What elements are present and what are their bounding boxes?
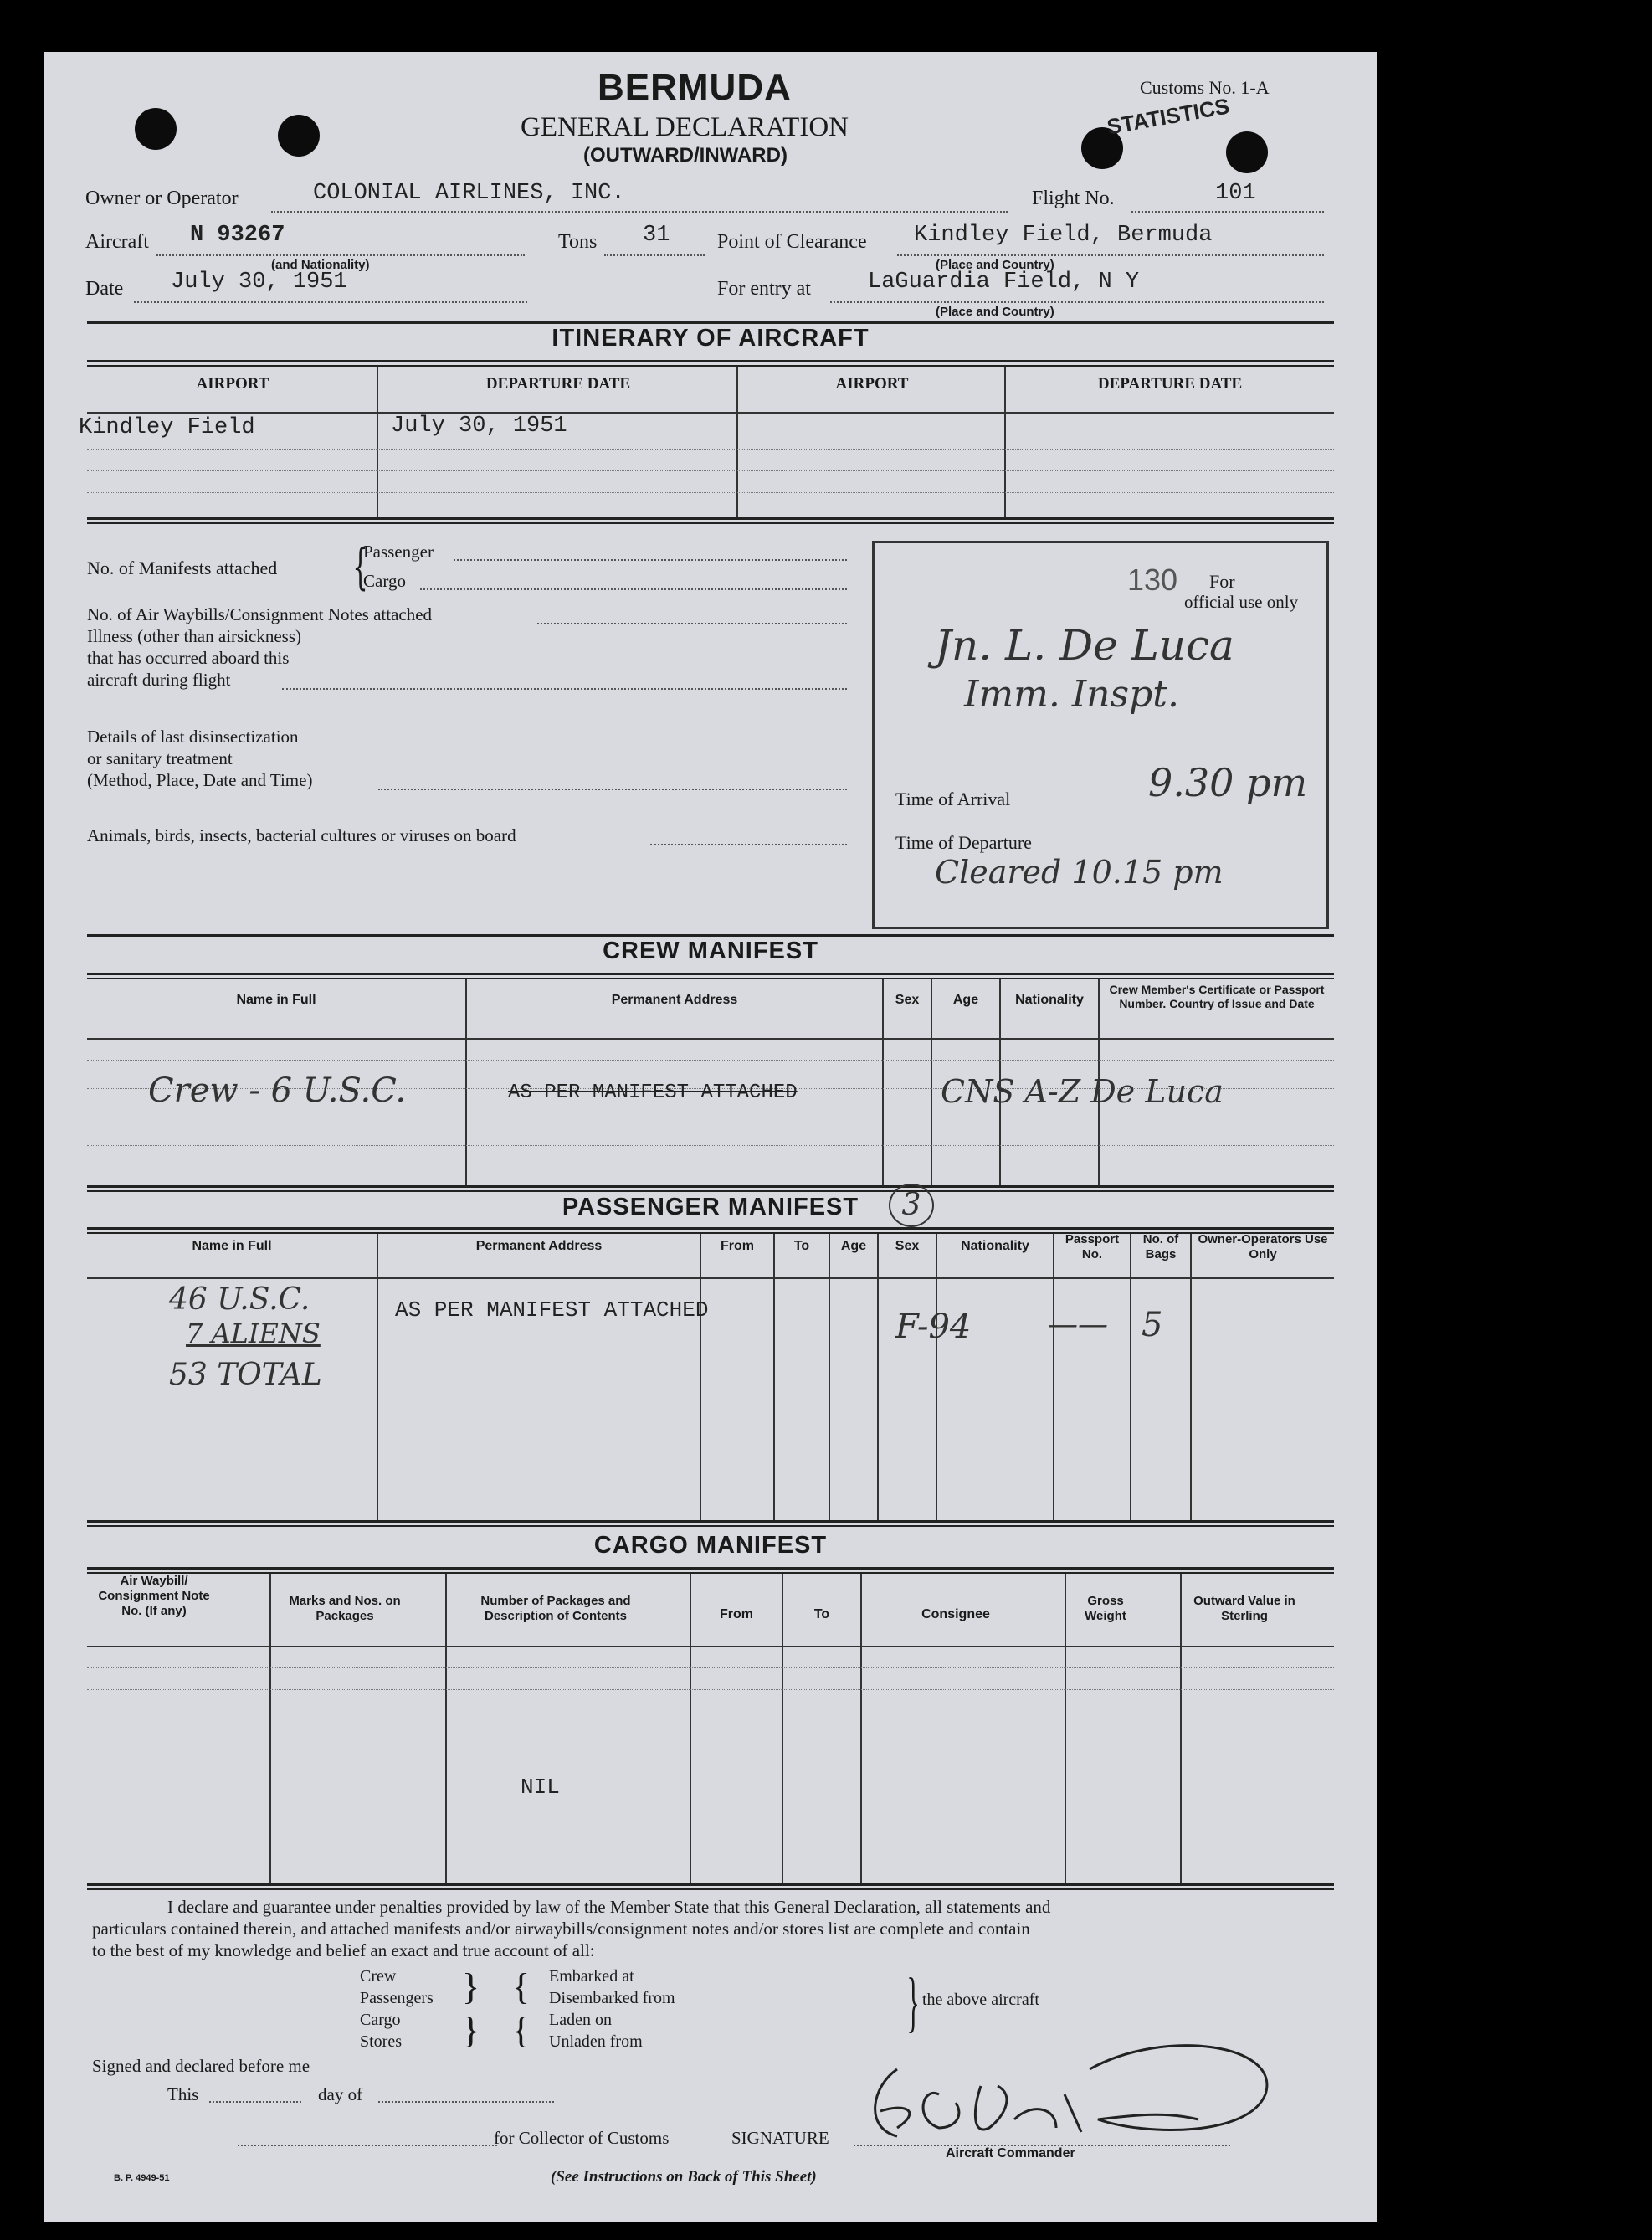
decl-above-aircraft: the above aircraft — [922, 1991, 1039, 2009]
itinerary-title-rule-2 — [87, 365, 1334, 367]
crew-header-nationality: Nationality — [1015, 993, 1084, 1007]
entry-value: LaGuardia Field, N Y — [868, 270, 1140, 295]
cargo-col-7 — [1180, 1574, 1182, 1883]
passenger-count-circle: 3 — [889, 1184, 934, 1227]
tons-label: Tons — [558, 231, 598, 253]
tons-line — [604, 254, 705, 256]
disinsect-label-3: (Method, Place, Date and Time) — [87, 770, 313, 790]
pass-header-address: Permanent Address — [475, 1239, 603, 1253]
itin-header-departure-1: DEPARTURE DATE — [485, 375, 631, 393]
decl-laden: Laden on — [549, 2011, 612, 2029]
crew-hand-extra: CNS A-Z De Luca — [941, 1073, 1224, 1110]
decl-embarked: Embarked at — [549, 1967, 634, 1986]
cargo-rule-1 — [87, 1646, 1334, 1647]
owner-line — [271, 211, 1008, 213]
itin-header-airport-1: AIRPORT — [196, 375, 269, 393]
crew-title-rule-2 — [87, 978, 1334, 979]
crew-bottom-rule — [87, 1185, 1334, 1188]
form-title: BERMUDA — [598, 67, 792, 108]
entry-label: For entry at — [717, 278, 811, 300]
cargo-col-4 — [782, 1574, 783, 1883]
cargo-col-6 — [1065, 1574, 1066, 1883]
crew-bottom-rule-2 — [87, 1190, 1334, 1192]
itin-col-divider-3 — [1004, 367, 1006, 517]
cargo-header-from: From — [720, 1607, 753, 1621]
crew-hand-name: Crew - 6 U.S.C. — [148, 1071, 407, 1110]
itin-row-airport: Kindley Field — [79, 415, 255, 440]
cargo-title: CARGO MANIFEST — [593, 1532, 828, 1559]
itin-header-departure-2: DEPARTURE DATE — [1097, 375, 1243, 393]
cargo-contents: NIL — [521, 1775, 560, 1800]
cargo-header-waybill: Air Waybill/ Consignment Note No. (If any) — [98, 1574, 210, 1618]
manifests-cargo-line — [420, 588, 847, 590]
departure-value: Cleared 10.15 pm — [935, 854, 1224, 891]
decl-disembarked: Disembarked from — [549, 1989, 675, 2007]
cargo-header-weight: Gross Weight — [1085, 1594, 1126, 1623]
official-use-only: official use only — [1184, 592, 1299, 612]
flight-line — [1131, 211, 1324, 213]
decl-brace-1: } — [462, 1966, 480, 2007]
decl-commander: Aircraft Commander — [946, 2146, 1075, 2160]
itinerary-title: ITINERARY OF AIRCRAFT — [552, 325, 870, 352]
owner-value: COLONIAL AIRLINES, INC. — [313, 181, 625, 206]
pass-header-bags: No. of Bags — [1142, 1232, 1179, 1261]
departure-label: Time of Departure — [895, 832, 1032, 853]
commander-signature — [847, 2036, 1299, 2161]
crew-rule-2 — [87, 1060, 1334, 1061]
date-line — [134, 301, 527, 303]
itinerary-bottom-rule — [87, 517, 1334, 520]
flight-label: Flight No. — [1032, 188, 1115, 209]
declaration-text-3: to the best of my knowledge and belief an exact and true account of all: — [92, 1940, 595, 1960]
decl-this: This — [167, 2084, 199, 2104]
pass-bags-hand: 5 — [1142, 1306, 1163, 1344]
pass-sex-hand: F-94 — [895, 1308, 972, 1346]
crew-col-2 — [882, 979, 884, 1185]
decl-signed: Signed and declared before me — [92, 2056, 310, 2076]
manifests-brace: { — [352, 538, 368, 595]
form-subtitle-2: (OUTWARD/INWARD) — [583, 144, 788, 167]
cargo-rule-2 — [87, 1667, 1334, 1668]
manifests-label: No. of Manifests attached — [87, 557, 278, 578]
crew-header-age: Age — [952, 993, 979, 1007]
cargo-bottom-rule — [87, 1883, 1334, 1886]
itin-rule-1 — [87, 412, 1334, 414]
pass-header-nationality: Nationality — [961, 1239, 1029, 1253]
decl-unladen: Unladen from — [549, 2032, 643, 2051]
decl-big-brace: } — [906, 1965, 920, 2039]
cargo-col-5 — [860, 1574, 862, 1883]
illness-label-2: that has occurred aboard this — [87, 648, 290, 668]
cargo-title-rule-2 — [87, 1572, 1334, 1574]
aircraft-note: (and Nationality) — [271, 258, 370, 272]
crew-top-rule — [87, 934, 1334, 937]
punch-hole-left-2 — [278, 115, 320, 157]
decl-brace-4: { — [512, 2010, 531, 2051]
crew-header-sex: Sex — [895, 993, 920, 1007]
decl-cargo: Cargo — [360, 2011, 401, 2029]
itinerary-bottom-rule-2 — [87, 522, 1334, 524]
pass-header-sex: Sex — [895, 1239, 920, 1253]
decl-stores: Stores — [360, 2032, 402, 2051]
pass-header-name: Name in Full — [192, 1239, 272, 1253]
animals-line — [650, 844, 847, 845]
form-subtitle: GENERAL DECLARATION — [521, 112, 849, 142]
passenger-title: PASSENGER MANIFEST — [562, 1194, 859, 1220]
cargo-title-rule — [87, 1567, 1334, 1570]
waybills-line — [537, 623, 847, 624]
official-for: For — [1209, 571, 1235, 592]
owner-label: Owner or Operator — [85, 188, 239, 209]
cargo-header-marks: Marks and Nos. on Packages — [289, 1594, 401, 1623]
arrival-value: 9.30 pm — [1148, 760, 1308, 805]
itin-rule-3 — [87, 470, 1334, 471]
decl-instructions: (See Instructions on Back of This Sheet) — [551, 2168, 817, 2186]
statistics-stamp: STATISTICS — [1105, 93, 1232, 140]
crew-col-3 — [931, 979, 932, 1185]
cargo-col-2 — [445, 1574, 447, 1883]
decl-day-of: day of — [318, 2084, 363, 2104]
arrival-label: Time of Arrival — [895, 789, 1011, 809]
decl-signature-label: SIGNATURE — [731, 2128, 829, 2148]
decl-brace-2: } — [462, 2010, 480, 2051]
pass-header-to: To — [793, 1239, 810, 1253]
cargo-rule-3 — [87, 1689, 1334, 1690]
pass-header-owner: Owner-Operators Use Only — [1198, 1232, 1328, 1261]
declaration-text-1: I declare and guarantee under penalties provided by law of the Member State that this General Declaration, all statements and — [167, 1897, 1051, 1917]
decl-collector-line — [238, 2145, 497, 2146]
illness-label-3: aircraft during flight — [87, 670, 231, 690]
crew-rule-5 — [87, 1145, 1334, 1146]
declaration-form — [44, 52, 1377, 2222]
illness-label-1: Illness (other than airsickness) — [87, 626, 302, 646]
itin-col-divider-2 — [736, 367, 738, 517]
clearance-label: Point of Clearance — [717, 231, 867, 253]
itin-rule-4 — [87, 492, 1334, 493]
decl-collector: for Collector of Customs — [494, 2128, 670, 2148]
waybills-label: No. of Air Waybills/Consignment Notes attached — [87, 604, 433, 624]
crew-address: AS PER MANIFEST ATTACHED — [508, 1081, 798, 1104]
disinsect-label-1: Details of last disinsectization — [87, 727, 299, 747]
punch-hole-left-1 — [135, 108, 177, 150]
cargo-header-consignee: Consignee — [921, 1607, 990, 1621]
passenger-bottom-rule-2 — [87, 1525, 1334, 1527]
crew-col-1 — [465, 979, 467, 1185]
pass-address: AS PER MANIFEST ATTACHED — [395, 1297, 709, 1323]
itin-col-divider-1 — [377, 367, 378, 517]
cargo-header-to: To — [813, 1607, 830, 1621]
pass-header-passport: Passport No. — [1065, 1232, 1120, 1261]
pass-hand-1: 46 U.S.C. — [169, 1282, 310, 1317]
passenger-bottom-rule — [87, 1520, 1334, 1523]
disinsect-line — [378, 789, 847, 790]
decl-passengers: Passengers — [360, 1989, 434, 2007]
aircraft-line — [156, 254, 525, 256]
pass-header-age: Age — [840, 1239, 867, 1253]
cargo-header-packages: Number of Packages and Description of Contents — [480, 1594, 631, 1623]
flight-value: 101 — [1215, 181, 1256, 206]
passenger-title-rule — [87, 1227, 1334, 1230]
itin-row-date: July 30, 1951 — [391, 414, 567, 439]
itinerary-top-rule — [87, 321, 1334, 324]
cargo-bottom-rule-2 — [87, 1888, 1334, 1890]
entry-line — [830, 301, 1324, 303]
clearance-note: (Place and Country) — [936, 258, 1054, 272]
decl-form-number: B. P. 4949-51 — [114, 2173, 170, 2183]
itinerary-title-rule — [87, 360, 1334, 362]
decl-day-line — [378, 2101, 554, 2103]
itin-rule-2 — [87, 449, 1334, 450]
official-signature-1: Jn. L. De Luca — [935, 621, 1234, 670]
declaration-text-2: particulars contained therein, and attached manifests and/or airwaybills/consignment notes and/or stores list are complete and contain — [92, 1919, 1030, 1939]
cargo-col-3 — [690, 1574, 691, 1883]
itin-header-airport-2: AIRPORT — [835, 375, 909, 393]
official-signature-2: Imm. Inspt. — [964, 673, 1179, 716]
tons-value: 31 — [643, 223, 670, 248]
clearance-value: Kindley Field, Bermuda — [914, 223, 1213, 248]
disinsect-label-2: or sanitary treatment — [87, 748, 233, 768]
cargo-col-1 — [269, 1574, 271, 1883]
crew-rule-1 — [87, 1038, 1334, 1040]
aircraft-value: N 93267 — [190, 223, 285, 248]
pass-rule-1 — [87, 1277, 1334, 1279]
decl-crew: Crew — [360, 1967, 397, 1986]
punch-hole-right-2 — [1226, 131, 1268, 173]
official-number: 130 — [1127, 563, 1178, 597]
pass-hand-2: 7 ALIENS — [186, 1318, 321, 1349]
pass-header-from: From — [721, 1239, 754, 1253]
crew-header-certificate: Crew Member's Certificate or Passport Number. Country of Issue and Date — [1109, 983, 1325, 1010]
date-label: Date — [85, 278, 124, 300]
clearance-line — [897, 254, 1324, 256]
manifests-passenger-label: Passenger — [363, 542, 434, 562]
decl-this-line — [209, 2101, 301, 2103]
animals-label: Animals, birds, insects, bacterial cultures or viruses on board — [87, 825, 516, 845]
manifests-passenger-line — [454, 559, 847, 561]
manifests-cargo-label: Cargo — [363, 571, 406, 591]
date-value: July 30, 1951 — [171, 270, 347, 295]
crew-title-rule — [87, 973, 1334, 975]
customs-number: Customs No. 1-A — [1140, 77, 1270, 98]
pass-passport-hand: —— — [1048, 1308, 1108, 1342]
crew-title: CREW MANIFEST — [603, 938, 818, 964]
pass-hand-3: 53 TOTAL — [169, 1358, 322, 1392]
cargo-header-value: Outward Value in Sterling — [1193, 1594, 1295, 1623]
crew-header-name: Name in Full — [236, 993, 316, 1007]
aircraft-label: Aircraft — [85, 231, 149, 253]
decl-brace-3: { — [512, 1966, 531, 2007]
illness-line — [282, 688, 847, 690]
entry-note: (Place and Country) — [936, 305, 1054, 319]
crew-header-address: Permanent Address — [611, 993, 738, 1007]
